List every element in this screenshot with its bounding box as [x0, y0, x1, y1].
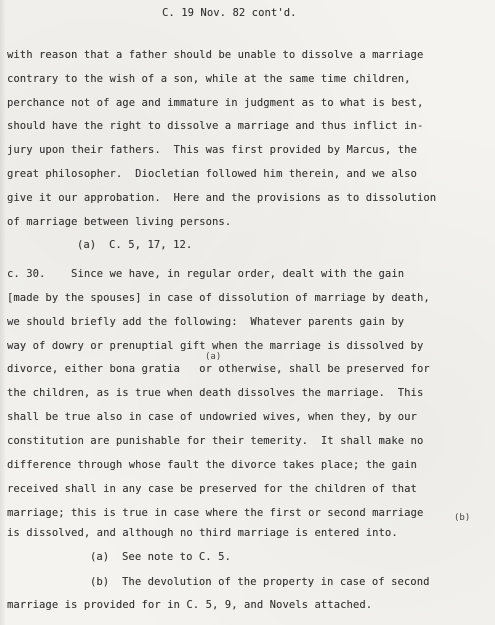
text-line: shall be true also in case of undowried wives, when they, by our — [7, 411, 417, 423]
text-line: give it our approbation. Here and the provisions as to dissolution — [7, 192, 437, 204]
text-line: the children, as is true when death dissolves the marriage. This — [7, 387, 424, 399]
text-line: marriage; this is true in case where the first or second marriage — [7, 507, 424, 519]
text-line: we should briefly add the following: Whatever parents gain by — [7, 316, 405, 328]
footnote-marker-b: (b) — [454, 513, 471, 523]
text-line: [made by the spouses] in case of dissolution of marriage by death, — [7, 292, 430, 304]
text-line: should have the right to dissolve a marriage and thus inflict in- — [7, 120, 424, 132]
text-line: great philosopher. Diocletian followed him therein, and we also — [7, 168, 417, 180]
footnote-a-citation: (a) C. 5, 17, 12. — [77, 239, 193, 251]
text-line: of marriage between living persons. — [7, 216, 232, 228]
text-line: with reason that a father should be unable to dissolve a marriage — [7, 49, 424, 61]
footnote-a: (a) See note to C. 5. — [90, 551, 231, 563]
text-line: is dissolved, and although no third marriage is entered into. — [7, 527, 398, 539]
text-line: constitution are punishable for their temerity. It shall make no — [7, 435, 424, 447]
footnote-b: (b) The devolution of the property in case of second — [90, 576, 430, 588]
text-line: received shall in any case be preserved for the children of that — [7, 483, 417, 495]
text-line: divorce, either bona gratia or otherwise, shall be preserved for — [7, 363, 430, 375]
text-line: difference through whose fault the divorce takes place; the gain — [7, 459, 417, 471]
text-line: way of dowry or prenuptial gift when the marriage is dissolved by — [7, 340, 424, 352]
text-line: perchance not of age and immature in judgment as to what is best, — [7, 97, 424, 109]
text-line: c. 30. Since we have, in regular order, dealt with the gain — [7, 268, 405, 280]
page-header: C. 19 Nov. 82 cont'd. — [162, 7, 297, 19]
text-line: contrary to the wish of a son, while at the same time children, — [7, 73, 411, 85]
text-line: jury upon their fathers. This was first provided by Marcus, the — [7, 144, 417, 156]
scan-edge-shadow — [0, 0, 6, 625]
footnote-b-continued: marriage is provided for in C. 5, 9, and Novels attached. — [7, 599, 373, 611]
footnote-marker-a: (a) — [205, 352, 222, 362]
